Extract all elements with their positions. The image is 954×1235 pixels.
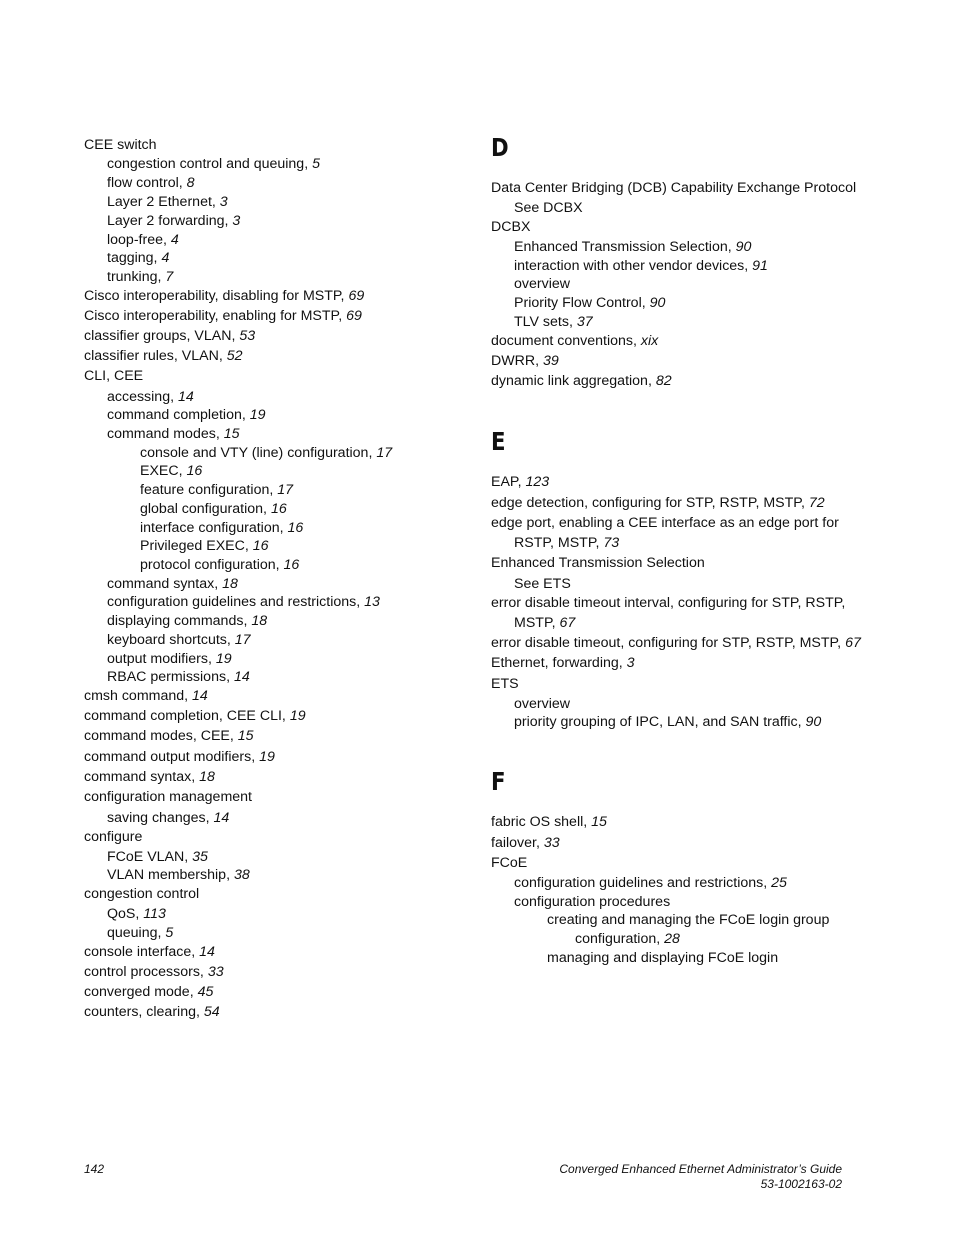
- index-letter-heading: F: [491, 767, 506, 796]
- index-entry-term: configuration management: [84, 789, 252, 805]
- index-entry: [84, 136, 157, 154]
- index-entry-page-ref: 52: [226, 348, 243, 364]
- index-entry-term: protocol configuration: [140, 557, 276, 573]
- index-entry-term: control processors: [84, 964, 200, 980]
- index-entry-page-ref: 14: [177, 389, 194, 405]
- index-entry: dynamic link aggregation, 82: [491, 373, 672, 389]
- index-entry-page-ref: 37: [576, 314, 593, 330]
- index-entry-term: Data Center Bridging (DCB) Capability Exchange Protocol: [491, 180, 857, 196]
- index-entry-page-ref: 15: [237, 728, 254, 744]
- index-entry-term: QoS: [107, 906, 136, 922]
- index-entry: counters, clearing, 54: [84, 1004, 220, 1020]
- index-entry-term: tagging: [107, 250, 154, 266]
- index-entry-term: accessing: [107, 389, 171, 405]
- index-entry: displaying commands, 18: [107, 613, 268, 629]
- index-entry-term: loop-free: [107, 232, 163, 248]
- index-entry-page-ref: 14: [213, 810, 230, 826]
- index-entry-term: MSTP: [514, 615, 552, 631]
- index-entry: [84, 367, 143, 385]
- index-entry: configuration guidelines and restrictions, 25: [514, 875, 787, 891]
- index-entry: DWRR, 39: [491, 353, 559, 369]
- index-entry-page-ref: 15: [591, 814, 607, 830]
- index-entry-page-ref: 17: [376, 445, 393, 461]
- index-entry: feature configuration, 17: [140, 482, 294, 498]
- index-entry-page-ref: 69: [348, 288, 365, 304]
- index-entry: [491, 554, 705, 572]
- index-entry-page-ref: 5: [165, 925, 174, 941]
- index-entry-page-ref: 18: [222, 576, 238, 592]
- index-entry: [547, 911, 829, 929]
- footer-doc-info: [559, 1162, 842, 1192]
- index-entry: command syntax, 18: [84, 769, 215, 785]
- index-entry-page-ref: 4: [161, 250, 170, 266]
- index-entry: [514, 695, 570, 713]
- index-entry-term: command syntax: [107, 576, 215, 592]
- index-entry-term: Enhanced Transmission Selection: [491, 555, 705, 571]
- footer-doc-number: 53-1002163-02: [760, 1177, 842, 1191]
- index-entry-page-ref: 19: [215, 651, 232, 667]
- index-entry-term: command modes, CEE: [84, 728, 230, 744]
- index-entry: interface configuration, 16: [140, 520, 304, 536]
- index-entry-term: feature configuration: [140, 482, 270, 498]
- index-entry-page-ref: 3: [232, 213, 241, 229]
- index-entry-term: flow control: [107, 175, 179, 191]
- index-entry: Privileged EXEC, 16: [140, 538, 269, 554]
- index-entry-term: See DCBX: [514, 200, 583, 216]
- index-entry-term: FCoE VLAN: [107, 849, 185, 865]
- index-entry-page-ref: 19: [289, 708, 306, 724]
- index-entry-term: console interface: [84, 944, 192, 960]
- index-entry-page-ref: 67: [845, 635, 861, 651]
- index-entry-term: Cisco interoperability, enabling for MSTP: [84, 308, 339, 324]
- index-entry: [491, 514, 839, 532]
- index-entry-term: command completion: [107, 407, 242, 423]
- index-entry-page-ref: 17: [277, 482, 294, 498]
- index-entry-page-ref: 90: [805, 714, 822, 730]
- index-entry-term: TLV sets: [514, 314, 569, 330]
- index-entry: classifier rules, VLAN, 52: [84, 348, 243, 364]
- index-entry: loop-free, 4: [107, 232, 179, 248]
- index-entry-page-ref: 13: [364, 594, 380, 610]
- index-entry-term: managing and displaying FCoE login: [547, 950, 779, 966]
- index-entry-term: cmsh command: [84, 688, 185, 704]
- index-entry: command modes, CEE, 15: [84, 728, 254, 744]
- index-entry-page-ref: 16: [252, 538, 269, 554]
- index-entry: failover, 33: [491, 835, 560, 851]
- index-entry-page-ref: 18: [251, 613, 268, 629]
- index-entry: error disable timeout, configuring for STP, RSTP, MSTP, 67: [491, 635, 861, 651]
- index-entry: [84, 885, 199, 903]
- index-entry: document conventions, xix: [491, 333, 659, 349]
- index-entry-term: edge port, enabling a CEE interface as an edge port for: [491, 515, 839, 531]
- index-entry-term: console and VTY (line) configuration: [140, 445, 369, 461]
- index-entry-term: DWRR: [491, 353, 536, 369]
- index-entry-term: converged mode: [84, 984, 190, 1000]
- index-entry: configuration, 28: [575, 931, 680, 947]
- index-entry: console and VTY (line) configuration, 17: [140, 445, 393, 461]
- index-entry: RBAC permissions, 14: [107, 669, 250, 685]
- index-entry-term: Cisco interoperability, disabling for MSTP: [84, 288, 341, 304]
- index-entry-term: classifier rules, VLAN: [84, 348, 219, 364]
- index-entry-page-ref: 82: [655, 373, 672, 389]
- index-letter-heading: E: [491, 427, 506, 456]
- index-entry-term: Privileged EXEC: [140, 538, 245, 554]
- index-entry-term: fabric OS shell: [491, 814, 584, 830]
- index-entry: Cisco interoperability, enabling for MSTP, 69: [84, 308, 362, 324]
- index-entry-page-ref: 113: [143, 906, 166, 922]
- index-entry-page-ref: 45: [197, 984, 214, 1000]
- index-entry-term: failover: [491, 835, 536, 851]
- index-entry-term: configuration guidelines and restrictions: [107, 594, 357, 610]
- index-entry: protocol configuration, 16: [140, 557, 300, 573]
- index-entry: command completion, CEE CLI, 19: [84, 708, 306, 724]
- index-entry-page-ref: 3: [219, 194, 228, 210]
- index-entry: interaction with other vendor devices, 91: [514, 258, 768, 274]
- index-entry-page-ref: xix: [640, 333, 659, 349]
- index-entry: flow control, 8: [107, 175, 195, 191]
- index-entry-page-ref: 67: [559, 615, 576, 631]
- index-entry: [514, 893, 670, 911]
- index-entry-term: configuration procedures: [514, 894, 671, 910]
- index-entry: EXEC, 16: [140, 463, 203, 479]
- index-entry: Priority Flow Control, 90: [514, 295, 666, 311]
- index-entry-term: command completion, CEE CLI: [84, 708, 282, 724]
- index-entry-term: queuing: [107, 925, 158, 941]
- index-entry-term: configuration guidelines and restrictions: [514, 875, 764, 891]
- index-entry-term: saving changes: [107, 810, 206, 826]
- index-entry: MSTP, 67: [514, 615, 576, 631]
- index-entry-term: Priority Flow Control: [514, 295, 642, 311]
- index-entry: Ethernet, forwarding, 3: [491, 655, 635, 671]
- index-entry: TLV sets, 37: [514, 314, 593, 330]
- index-entry: [491, 179, 856, 197]
- index-entry-term: output modifiers: [107, 651, 208, 667]
- index-entry-term: configure: [84, 829, 143, 845]
- index-entry-term: creating and managing the FCoE login group: [547, 912, 830, 928]
- index-entry-page-ref: 14: [199, 944, 215, 960]
- index-entry: command completion, 19: [107, 407, 266, 423]
- index-entry: RSTP, MSTP, 73: [514, 535, 620, 551]
- index-entry-page-ref: 14: [192, 688, 208, 704]
- index-entry: Layer 2 forwarding, 3: [107, 213, 241, 229]
- index-entry: Enhanced Transmission Selection, 90: [514, 239, 752, 255]
- index-entry: [491, 854, 527, 872]
- index-entry-page-ref: 8: [186, 175, 195, 191]
- index-entry: Cisco interoperability, disabling for MSTP, 69: [84, 288, 365, 304]
- index-entry: classifier groups, VLAN, 53: [84, 328, 256, 344]
- index-entry: keyboard shortcuts, 17: [107, 632, 251, 648]
- index-entry-page-ref: 3: [626, 655, 635, 671]
- index-entry-page-ref: 15: [223, 426, 240, 442]
- index-entry-term: error disable timeout, configuring for STP, RSTP, MSTP: [491, 635, 838, 651]
- index-entry-term: DCBX: [491, 219, 531, 235]
- index-entry: saving changes, 14: [107, 810, 230, 826]
- index-entry-page-ref: 5: [312, 156, 320, 172]
- index-entry-term: command output modifiers: [84, 749, 252, 765]
- index-entry-term: Enhanced Transmission Selection: [514, 239, 728, 255]
- index-entry-term: VLAN membership: [107, 867, 227, 883]
- index-entry-page-ref: 73: [603, 535, 620, 551]
- index-entry: converged mode, 45: [84, 984, 214, 1000]
- index-entry-term: displaying commands: [107, 613, 244, 629]
- index-entry-page-ref: 72: [808, 495, 825, 511]
- index-entry-page-ref: 25: [771, 875, 787, 891]
- index-entry-page-ref: 16: [270, 501, 287, 517]
- index-entry-term: Ethernet, forwarding: [491, 655, 619, 671]
- index-entry-term: Layer 2 Ethernet: [107, 194, 212, 210]
- index-entry: FCoE VLAN, 35: [107, 849, 208, 865]
- index-entry-term: priority grouping of IPC, LAN, and SAN traffic: [514, 714, 798, 730]
- index-entry: [514, 199, 583, 217]
- index-entry-page-ref: 4: [170, 232, 179, 248]
- index-entry-term: document conventions: [491, 333, 633, 349]
- index-entry-page-ref: 123: [525, 474, 550, 490]
- index-entry: [491, 594, 845, 612]
- index-entry: cmsh command, 14: [84, 688, 208, 704]
- index-entry-term: EXEC: [140, 463, 179, 479]
- index-entry-page-ref: 14: [233, 669, 250, 685]
- index-entry: congestion control and queuing, 5: [107, 156, 320, 172]
- index-entry-page-ref: 16: [283, 557, 300, 573]
- index-entry-page-ref: 90: [649, 295, 666, 311]
- index-entry-term: dynamic link aggregation: [491, 373, 648, 389]
- index-entry-term: See ETS: [514, 576, 571, 592]
- index-entry-term: counters, clearing: [84, 1004, 196, 1020]
- index-entry-term: RBAC permissions: [107, 669, 227, 685]
- index-entry: command output modifiers, 19: [84, 749, 275, 765]
- index-entry: output modifiers, 19: [107, 651, 232, 667]
- index-entry-term: global configuration: [140, 501, 264, 517]
- index-entry: [514, 275, 570, 293]
- index-entry-term: overview: [514, 276, 570, 292]
- index-entry: command syntax, 18: [107, 576, 238, 592]
- index-entry-term: ETS: [491, 676, 519, 692]
- index-entry-page-ref: 28: [664, 931, 680, 947]
- index-entry-term: CEE switch: [84, 137, 157, 153]
- index-entry-term: overview: [514, 696, 570, 712]
- index-entry-term: command modes: [107, 426, 216, 442]
- index-entry-page-ref: 69: [346, 308, 362, 324]
- index-entry-page-ref: 17: [234, 632, 251, 648]
- footer-page-number: 142: [84, 1162, 105, 1176]
- index-entry: control processors, 33: [84, 964, 224, 980]
- index-entry-term: error disable timeout interval, configuring for STP, RSTP,: [491, 595, 846, 611]
- index-entry: [547, 949, 778, 967]
- index-entry: [491, 218, 530, 236]
- index-entry: configuration guidelines and restrictions, 13: [107, 594, 380, 610]
- index-entry: console interface, 14: [84, 944, 215, 960]
- index-entry-term: Layer 2 forwarding: [107, 213, 225, 229]
- index-entry: [514, 575, 571, 593]
- index-entry: Layer 2 Ethernet, 3: [107, 194, 228, 210]
- index-entry-page-ref: 16: [186, 463, 203, 479]
- index-entry-page-ref: 18: [199, 769, 215, 785]
- index-entry-term: edge detection, configuring for STP, RSTP, MSTP: [491, 495, 801, 511]
- index-entry-term: EAP: [491, 474, 518, 490]
- index-entry: [491, 675, 519, 693]
- index-entry: EAP, 123: [491, 474, 550, 490]
- index-entry-term: congestion control and queuing: [107, 156, 305, 172]
- index-letter-heading: D: [491, 133, 509, 162]
- index-entry: QoS, 113: [107, 906, 166, 922]
- footer-doc-title: Converged Enhanced Ethernet Administrator’s Guide: [559, 1162, 842, 1176]
- index-entry-term: classifier groups, VLAN: [84, 328, 232, 344]
- index-entry-term: interaction with other vendor devices: [514, 258, 745, 274]
- index-entry-term: configuration: [575, 931, 657, 947]
- index-entry-page-ref: 91: [752, 258, 768, 274]
- index-entry-page-ref: 35: [192, 849, 208, 865]
- index-entry-term: interface configuration: [140, 520, 280, 536]
- index-entry: [84, 788, 252, 806]
- index-entry: tagging, 4: [107, 250, 170, 266]
- index-entry: priority grouping of IPC, LAN, and SAN traffic, 90: [514, 714, 822, 730]
- index-entry-page-ref: 16: [287, 520, 304, 536]
- index-entry-term: FCoE: [491, 855, 528, 871]
- index-entry-page-ref: 90: [735, 239, 752, 255]
- index-entry: accessing, 14: [107, 389, 194, 405]
- index-entry-page-ref: 7: [165, 269, 174, 285]
- index-entry-page-ref: 53: [239, 328, 256, 344]
- index-entry: command modes, 15: [107, 426, 240, 442]
- index-entry-term: congestion control: [84, 886, 200, 902]
- index-entry-page-ref: 54: [203, 1004, 220, 1020]
- index-entry: [84, 828, 142, 846]
- index-entry: VLAN membership, 38: [107, 867, 250, 883]
- index-entry-page-ref: 19: [259, 749, 275, 765]
- index-entry: global configuration, 16: [140, 501, 287, 517]
- index-entry-page-ref: 19: [249, 407, 266, 423]
- index-entry-term: trunking: [107, 269, 158, 285]
- index-entry: queuing, 5: [107, 925, 174, 941]
- index-entry: fabric OS shell, 15: [491, 814, 607, 830]
- index-entry-term: keyboard shortcuts: [107, 632, 227, 648]
- index-entry-page-ref: 39: [543, 353, 559, 369]
- index-entry-page-ref: 33: [207, 964, 224, 980]
- index-entry-page-ref: 38: [233, 867, 250, 883]
- index-entry: edge detection, configuring for STP, RSTP, MSTP, 72: [491, 495, 825, 511]
- index-entry: trunking, 7: [107, 269, 174, 285]
- index-entry-page-ref: 33: [543, 835, 560, 851]
- index-entry-term: CLI, CEE: [84, 368, 144, 384]
- index-entry-term: RSTP, MSTP: [514, 535, 596, 551]
- index-entry-term: command syntax: [84, 769, 192, 785]
